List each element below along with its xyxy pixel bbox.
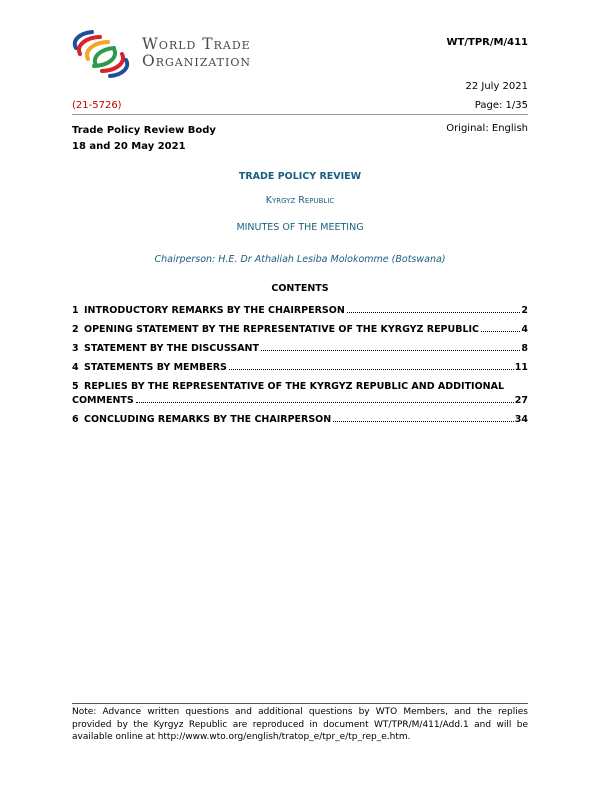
toc-title: STATEMENTS BY MEMBERS [84, 362, 227, 373]
toc-number: 6 [72, 414, 79, 425]
toc-leader [229, 369, 514, 370]
original-language: Original: English [446, 123, 528, 134]
toc-number: 1 [72, 305, 79, 316]
toc-page: 11 [514, 362, 528, 373]
contents-heading: CONTENTS [271, 283, 329, 294]
toc-leader [481, 331, 520, 332]
toc-leader [347, 312, 521, 313]
toc-leader [136, 402, 514, 403]
issuing-body: Trade Policy Review Body [72, 125, 216, 136]
toc-page: 27 [514, 395, 528, 406]
header-divider [72, 114, 528, 115]
toc-entry[interactable] [72, 362, 528, 378]
wto-logo-icon [70, 26, 132, 86]
document-subtitle: MINUTES OF THE MEETING [236, 222, 364, 233]
org-name-line1: World Trade [142, 35, 251, 53]
toc-entry[interactable] [72, 414, 528, 430]
meeting-dates: 18 and 20 May 2021 [72, 141, 186, 152]
footnote-divider [72, 703, 528, 704]
page-number: Page: 1/35 [474, 100, 528, 111]
toc-number: 4 [72, 362, 79, 373]
toc-title-continued: COMMENTS [72, 395, 134, 406]
footnote: Note: Advance written questions and additional questions by WTO Members, and the replies provided by the Kyrgyz Republic are reproduced in document WT/TPR/M/411/Add.1 and will be available online at http://www.wto.org/english/tratop_e/tpr_e/tp_rep_e.htm. [72, 707, 528, 742]
toc-entry[interactable] [72, 324, 528, 340]
toc-page: 4 [521, 324, 528, 335]
toc-entry[interactable] [72, 343, 528, 359]
toc-title: STATEMENT BY THE DISCUSSANT [84, 343, 259, 354]
toc-page: 2 [521, 305, 528, 316]
toc-number: 2 [72, 324, 79, 335]
meeting-info [72, 123, 216, 155]
toc-page: 34 [514, 414, 528, 425]
table-of-contents [72, 305, 528, 433]
toc-page: 8 [521, 343, 528, 354]
toc-entry[interactable] [72, 305, 528, 321]
document-date: 22 July 2021 [465, 81, 528, 92]
toc-title: CONCLUDING REMARKS BY THE CHAIRPERSON [84, 414, 332, 425]
document-title: TRADE POLICY REVIEW [238, 171, 362, 182]
chairperson: Chairperson: H.E. Dr Athaliah Lesiba Molokomme (Botswana) [154, 254, 446, 265]
toc-leader [333, 421, 514, 422]
document-reference: (21-5726) [72, 100, 122, 111]
toc-title: REPLIES BY THE REPRESENTATIVE OF THE KYRGYZ REPUBLIC AND ADDITIONAL [84, 381, 505, 392]
organization-name [142, 36, 251, 70]
document-symbol: WT/TPR/M/411 [446, 37, 528, 48]
toc-leader [261, 350, 520, 351]
country-name: Kyrgyz Republic [265, 195, 335, 206]
toc-number: 3 [72, 343, 79, 354]
toc-entry[interactable] [72, 381, 528, 411]
toc-number: 5 [72, 381, 79, 392]
toc-title: OPENING STATEMENT BY THE REPRESENTATIVE OF THE KYRGYZ REPUBLIC [84, 324, 480, 335]
org-name-line2: Organization [142, 52, 252, 70]
toc-title: INTRODUCTORY REMARKS BY THE CHAIRPERSON [84, 305, 345, 316]
